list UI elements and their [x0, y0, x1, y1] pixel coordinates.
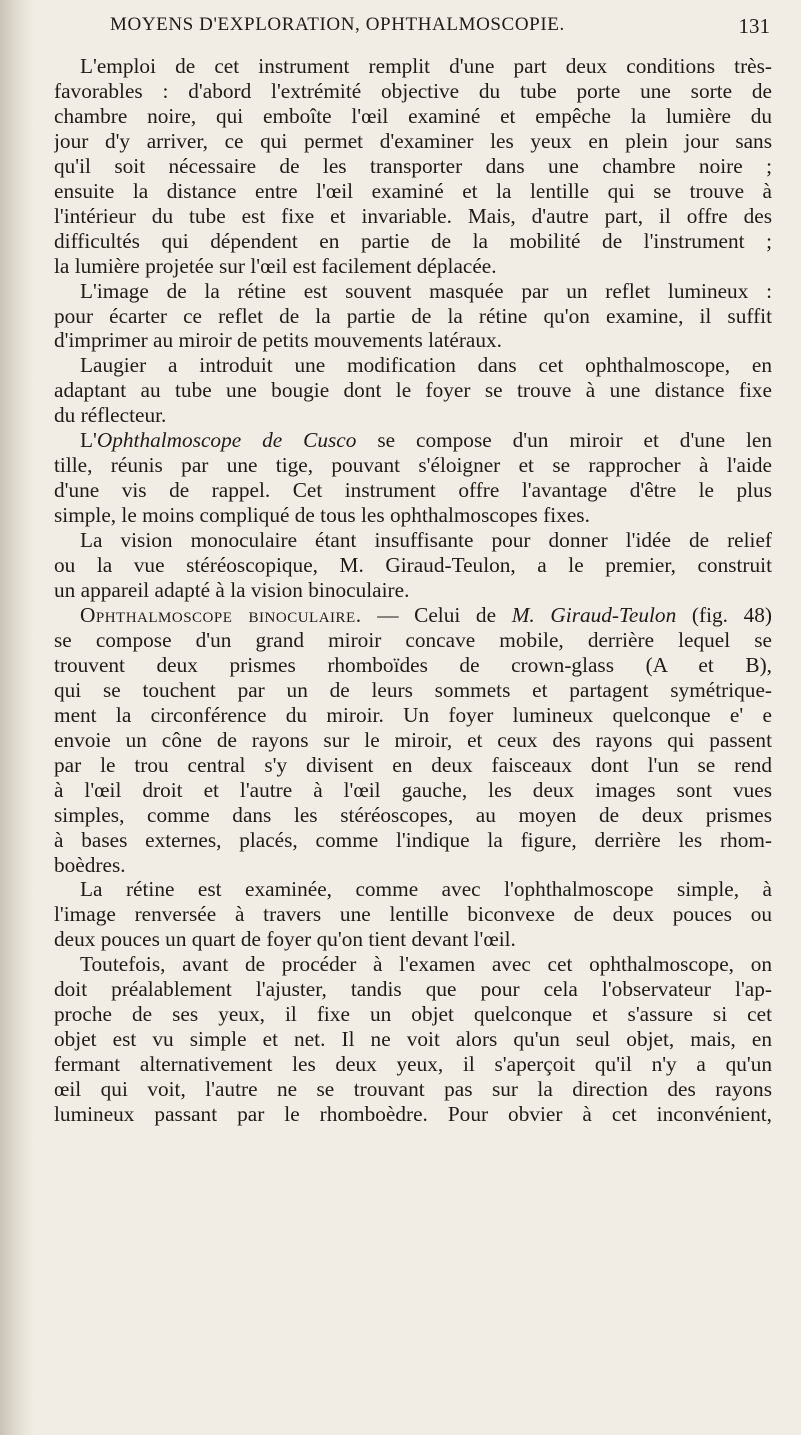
- text-line: un appareil adapté à la vision binoculaire.: [54, 578, 410, 603]
- binding-shadow: [0, 0, 34, 1435]
- text-line: la lumière projetée sur l'œil est facilement déplacée.: [54, 253, 497, 278]
- binocular-heading-line: [54, 603, 772, 628]
- text-line: envoie un cône de rayons sur le miroir, et ceux des rayons qui passent: [54, 727, 772, 752]
- cusco-title: Ophthalmoscope de Cusco: [96, 428, 357, 453]
- cusco-line: [54, 428, 772, 453]
- text-line: œil qui voit, l'autre ne se trouvant pas sur la direction des rayons: [54, 1077, 772, 1102]
- heading-connector: — Celui de: [361, 602, 512, 627]
- text-line: l'image renversée à travers une lentille biconvexe de deux pouces ou: [54, 902, 772, 927]
- text-line: l'intérieur du tube est fixe et invariable. Mais, d'autre part, il offre des: [54, 203, 772, 228]
- figure-reference: (fig. 48): [676, 602, 772, 627]
- text-line: simples, comme dans les stéréoscopes, au moyen de deux prismes: [54, 802, 772, 827]
- text-line: ou la vue stéréoscopique, M. Giraud-Teulon, a le premier, construit: [54, 553, 772, 578]
- text-line: qui se touchent par un de leurs sommets et partagent symétrique-: [54, 677, 772, 702]
- text-line: simple, le moins compliqué de tous les ophthalmoscopes fixes.: [54, 503, 590, 528]
- text-line: Laugier a introduit une modification dans cet ophthalmoscope, en: [80, 353, 772, 378]
- text-line: par le trou central s'y divisent en deux faisceaux dont l'un se rend: [54, 752, 772, 777]
- section-heading: Ophthalmoscope binoculaire.: [80, 602, 362, 627]
- page-number: 131: [738, 14, 770, 38]
- text-line: Toutefois, avant de procéder à l'examen avec cet ophthalmoscope, on: [80, 952, 772, 977]
- text-line: adaptant au tube une bougie dont le foyer se trouve à une distance fixe: [54, 378, 772, 403]
- text-line: difficultés qui dépendent en partie de la mobilité de l'instrument ;: [54, 228, 772, 253]
- text-line: trouvent deux prismes rhomboïdes de crown-glass (A et B),: [54, 652, 772, 677]
- text-line: à l'œil droit et l'autre à l'œil gauche, les deux images sont vues: [54, 777, 772, 802]
- text-line: pour écarter ce reflet de la partie de la rétine qu'on examine, il suffit: [54, 303, 772, 328]
- cusco-prefix: L': [80, 428, 97, 453]
- text-line: objet est vu simple et net. Il ne voit alors qu'un seul objet, mais, en: [54, 1027, 772, 1052]
- text-line: du réflecteur.: [54, 403, 167, 428]
- text-line: jour d'y arriver, ce qui permet d'examiner les yeux en plein jour sans: [54, 128, 772, 153]
- text-line: favorables : d'abord l'extrémité objective du tube porte une sorte de: [54, 78, 772, 103]
- author-name: M. Giraud-Teulon: [511, 602, 677, 627]
- text-line: L'emploi de cet instrument remplit d'une part deux conditions très-: [80, 54, 772, 78]
- text-line: à bases externes, placés, comme l'indique la figure, derrière les rhom-: [54, 827, 772, 852]
- text-line: proche de ses yeux, il fixe un objet quelconque et s'assure si cet: [54, 1002, 772, 1027]
- text-line: deux pouces un quart de foyer qu'on tient devant l'œil.: [54, 927, 516, 952]
- text-line: lumineux passant par le rhomboèdre. Pour obvier à cet inconvénient,: [54, 1102, 772, 1127]
- text-line: se compose d'un grand miroir concave mobile, derrière lequel se: [54, 627, 772, 652]
- text-line: qu'il soit nécessaire de les transporter dans une chambre noire ;: [54, 153, 772, 178]
- page-header: [60, 14, 770, 44]
- text-line: d'imprimer au miroir de petits mouvements latéraux.: [54, 328, 502, 353]
- text-line: L'image de la rétine est souvent masquée par un reflet lumineux :: [80, 278, 772, 303]
- cusco-rest: se compose d'un miroir et d'une len: [356, 428, 772, 453]
- body-text: [54, 54, 772, 1127]
- text-line: La vision monoculaire étant insuffisante pour donner l'idée de relief: [80, 528, 772, 553]
- text-line: doit préalablement l'ajuster, tandis que pour cela l'observateur l'ap-: [54, 977, 772, 1002]
- text-line: chambre noire, qui emboîte l'œil examiné et empêche la lumière du: [54, 103, 772, 128]
- text-line: d'une vis de rappel. Cet instrument offre l'avantage d'être le plus: [54, 478, 772, 503]
- text-line: La rétine est examinée, comme avec l'ophthalmoscope simple, à: [80, 877, 772, 902]
- text-line: boèdres.: [54, 852, 126, 877]
- text-line: tille, réunis par une tige, pouvant s'éloigner et se rapprocher à l'aide: [54, 453, 772, 478]
- text-line: ment la circonférence du miroir. Un foyer lumineux quelconque e' e: [54, 702, 772, 727]
- text-line: fermant alternativement les deux yeux, il s'aperçoit qu'il n'y a qu'un: [54, 1052, 772, 1077]
- text-line: ensuite la distance entre l'œil examiné et la lentille qui se trouve à: [54, 178, 772, 203]
- running-title: MOYENS D'EXPLORATION, OPHTHALMOSCOPIE.: [110, 14, 565, 35]
